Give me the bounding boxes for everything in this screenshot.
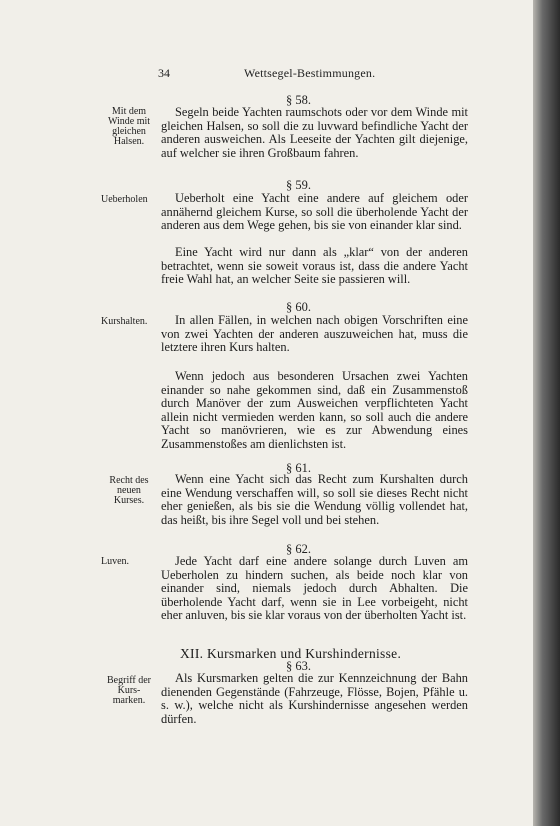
section-heading: § 60. xyxy=(286,300,311,314)
section-heading: § 63. xyxy=(286,659,311,673)
chapter-heading: XII. Kursmarken und Kurshindernisse. xyxy=(180,646,402,661)
section-heading: § 61. xyxy=(286,461,311,475)
paragraph: Als Kursmarken gelten die zur Kennzeichnung der Bahn dienenden Gegenstände (Fahrzeuge, Flösse, Bojen, Pfähle u. s. w.), welche nicht als Kurshindernisse angesehen werden dürfen. xyxy=(161,671,468,726)
running-title: Wettsegel-Bestimmungen. xyxy=(244,66,376,80)
margin-note: Mit dem Winde mit gleichen Halsen. xyxy=(107,106,151,147)
section-heading: § 62. xyxy=(286,542,311,556)
margin-note: Ueberholen xyxy=(101,194,148,205)
paragraph: Wenn jedoch aus besonderen Ursachen zwei Yachten einander so nahe gekommen sind, daß ein Zusammenstoß durch Manöver der zum Ausweichen verpflichteten Yacht allein nicht vermieden werden kann, so soll auch die andere Yacht so manövrieren, wie es zur Abwendung eines Zusammenstoßes am dienlichsten ist. xyxy=(161,369,468,451)
paragraph: Segeln beide Yachten raumschots oder vor dem Winde mit gleichen Halsen, so soll die zu luvward befindliche Yacht der anderen ausweichen. Als Leeseite der Yachten gilt diejenige, auf welcher sie ihren Großbaum fahren. xyxy=(161,105,468,160)
page-number: 34 xyxy=(158,66,170,80)
section-heading: § 59. xyxy=(286,178,311,192)
paragraph: In allen Fällen, in welchen nach obigen Vorschriften eine von zwei Yachten der anderen auszuweichen hat, muss die letztere ihren Kurs halten. xyxy=(161,313,468,355)
paragraph: Ueberholt eine Yacht eine andere auf gleichem oder annähernd gleichem Kurse, so soll die überholende Yacht der anderen aus dem Wege gehen, bis sie von einander klar sind. xyxy=(161,191,468,233)
paragraph: Wenn eine Yacht sich das Recht zum Kurshalten durch eine Wendung verschaffen will, so soll sie dieses Recht nicht eher genießen, als bis sie die Wendung völlig vollendet hat, das heißt, bis ihre Segel voll und bei stehen. xyxy=(161,472,468,527)
margin-note: Luven. xyxy=(101,556,130,567)
margin-note: Recht des neuen Kurses. xyxy=(109,475,149,506)
margin-note: Kurshalten. xyxy=(101,316,148,327)
paragraph: Jede Yacht darf eine andere solange durch Luven am Ueberholen zu hindern suchen, als beide noch klar von einander sind, niemals jedoch durch Abhalten. Die überholende Yacht darf, wenn sie in Lee vorbeigeht, nicht eher anluven, bis sie klar voraus von der überholten Yacht ist. xyxy=(161,554,468,623)
paragraph: Eine Yacht wird nur dann als „klar“ von der anderen betrachtet, wenn sie soweit voraus ist, dass die andere Yacht freie Wahl hat, an welcher Seite sie passieren will. xyxy=(161,245,468,287)
section-heading: § 58. xyxy=(286,93,311,107)
page-edge-shadow xyxy=(533,0,560,826)
margin-note: Begriff der Kurs- marken. xyxy=(107,675,151,706)
